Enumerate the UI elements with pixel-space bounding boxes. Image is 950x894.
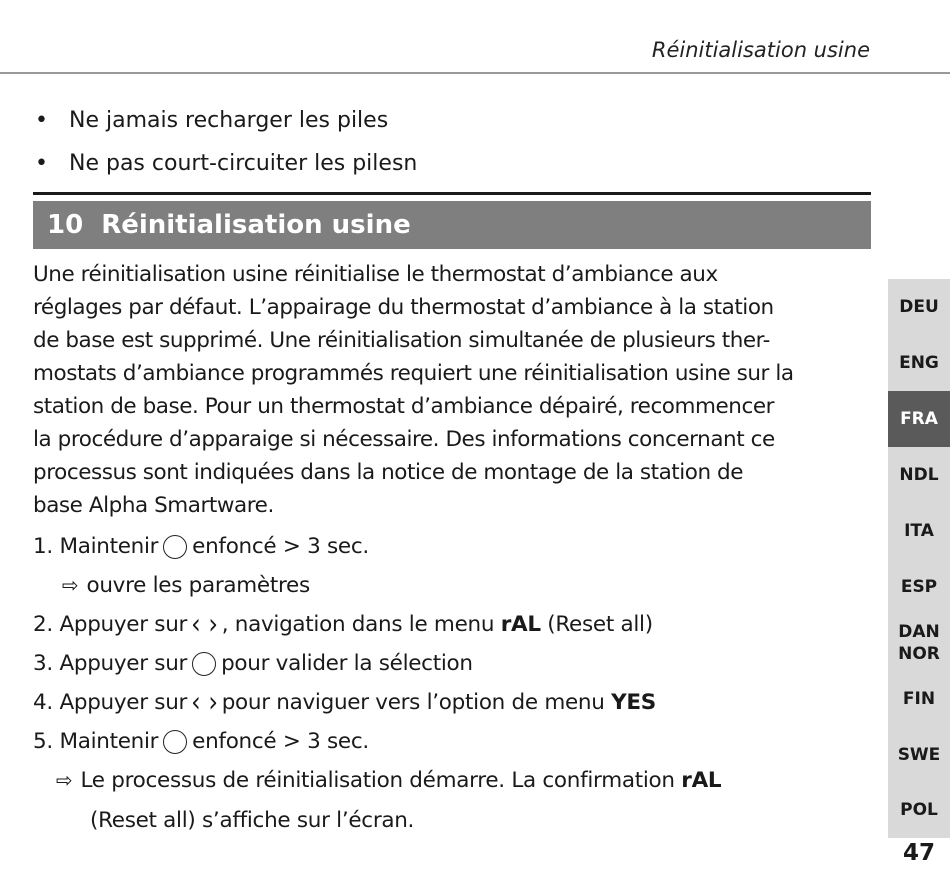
section-divider (33, 192, 871, 195)
step-1-result (33, 566, 878, 605)
language-tab-eng[interactable]: ENG (899, 353, 939, 373)
language-tab-ndl[interactable]: NDL (899, 465, 939, 485)
language-tab-fra[interactable]: FRA (888, 391, 950, 447)
chevron-left-icon: ‹ (191, 685, 201, 719)
language-sidebar (888, 279, 950, 838)
result-text: (Reset all) s’affiche sur l’écran. (90, 808, 415, 833)
chevron-right-icon: › (208, 685, 218, 719)
menu-code: rAL (681, 768, 722, 793)
intro-line: réglages par défaut. L’appairage du thermostat d’ambiance à la station (33, 295, 774, 320)
bullet-text: Ne pas court-circuiter les pilesn (69, 151, 418, 176)
intro-line: processus sont indiquées dans la notice de montage de la station de (33, 460, 744, 485)
menu-option: YES (611, 690, 656, 715)
step-4 (33, 683, 878, 722)
intro-line: de base est supprimé. Une réinitialisation simultanée de plusieurs ther- (33, 328, 770, 353)
circle-button-icon (192, 652, 216, 676)
step-text: 5. Maintenir (33, 729, 159, 754)
section-title: Réinitialisation usine (101, 210, 411, 240)
step-text: enfoncé > 3 sec. (192, 534, 369, 559)
intro-paragraph (33, 258, 875, 522)
step-text: 4. Appuyer sur (33, 690, 188, 715)
step-1 (33, 527, 878, 566)
language-tab-fin[interactable]: FIN (902, 689, 936, 709)
language-tab-deu[interactable]: DEU (899, 297, 939, 317)
step-text: 2. Appuyer sur (33, 612, 188, 637)
menu-code: rAL (500, 612, 541, 637)
language-tab-swe[interactable]: SWE (897, 745, 941, 765)
intro-line: base Alpha Smartware. (33, 493, 274, 518)
step-list (33, 527, 878, 842)
section-heading (33, 201, 871, 249)
intro-line: Une réinitialisation usine réinitialise le thermostat d’ambiance aux (33, 262, 718, 287)
bullet-item (33, 104, 873, 147)
header-divider (0, 72, 950, 74)
running-header-title: Réinitialisation usine (651, 38, 870, 62)
step-text: (Reset all) (547, 612, 653, 637)
bullet-text: Ne jamais recharger les piles (69, 108, 389, 133)
step-5 (33, 722, 878, 761)
arrow-right-icon: ⇨ (62, 573, 79, 597)
bullet-symbol: • (35, 151, 48, 176)
step-text: 3. Appuyer sur (33, 651, 188, 676)
language-tab-dan-nor[interactable]: DAN NOR (898, 622, 940, 664)
bullet-list (33, 104, 873, 190)
bullet-item (33, 147, 873, 190)
intro-line: mostats d’ambiance programmés requiert une réinitialisation usine sur la (33, 361, 794, 386)
step-3 (33, 644, 878, 683)
step-2 (33, 605, 878, 644)
step-5-result (33, 761, 878, 800)
result-text: Le processus de réinitialisation démarre. La confirmation (80, 768, 675, 793)
page-number: 47 (902, 840, 935, 866)
bullet-symbol: • (35, 108, 48, 133)
language-tab-ita[interactable]: ITA (904, 521, 934, 541)
chevron-left-icon: ‹ (191, 607, 201, 641)
intro-line: la procédure d’apparaige si nécessaire. Des informations concernant ce (33, 427, 775, 452)
step-text: , navigation dans le menu (221, 612, 495, 637)
intro-line: station de base. Pour un thermostat d’ambiance dépairé, recommencer (33, 394, 774, 419)
language-tab-pol[interactable]: POL (900, 800, 938, 820)
language-tab-esp[interactable]: ESP (900, 577, 938, 597)
step-text: pour valider la sélection (221, 651, 473, 676)
section-number: 10 (47, 210, 84, 240)
arrow-right-icon: ⇨ (56, 768, 73, 792)
circle-button-icon (163, 730, 187, 754)
step-text: pour naviguer vers l’option de menu (221, 690, 605, 715)
chevron-right-icon: › (208, 607, 218, 641)
result-text: ouvre les paramètres (86, 573, 310, 598)
step-text: 1. Maintenir (33, 534, 159, 559)
circle-button-icon (163, 535, 187, 559)
step-text: enfoncé > 3 sec. (192, 729, 369, 754)
step-5-result-continued (33, 800, 878, 842)
